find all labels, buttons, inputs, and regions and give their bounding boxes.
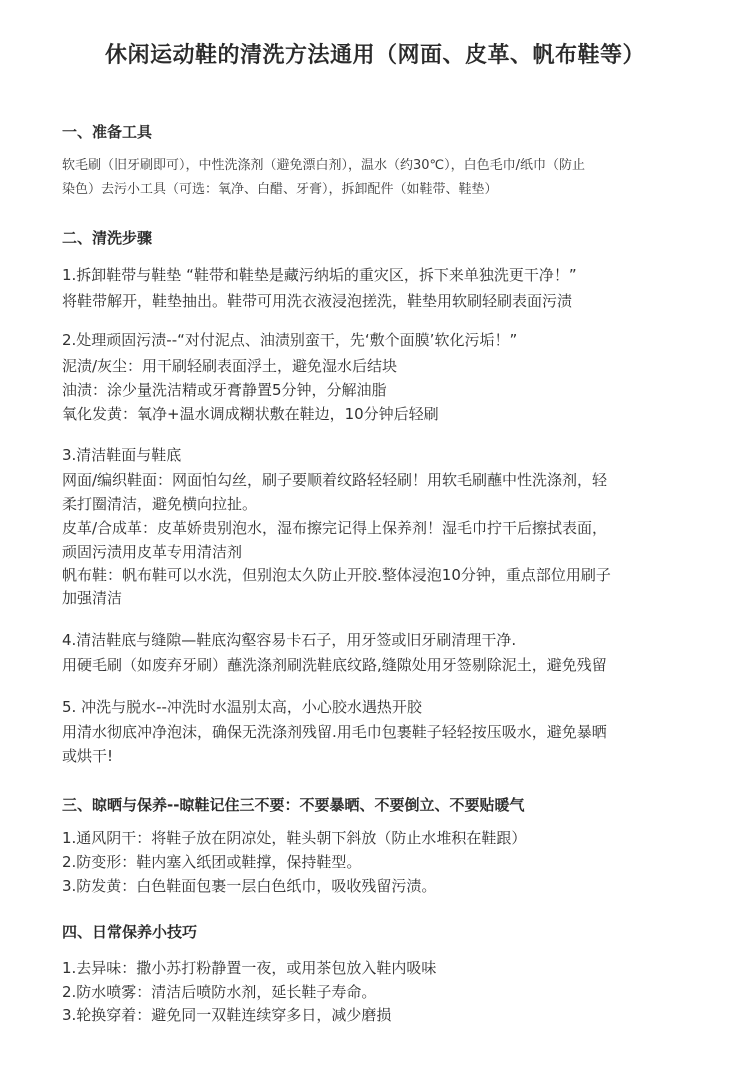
step3-line: 顽固污渍用皮革专用清洁剂 xyxy=(62,543,243,561)
tools-line: 染色）去污小工具（可选：氧净、白醋、牙膏），拆卸配件（如鞋带、鞋垫） xyxy=(62,182,498,197)
section-heading-tips: 四、日常保养小技巧 xyxy=(62,923,198,941)
page-title: 休闲运动鞋的清洗方法通用（网面、皮革、帆布鞋等） xyxy=(104,43,645,68)
step3-line: 皮革/合成革：皮革娇贵别泡水，湿布擦完记得上保养剂！湿毛巾拧干后擦拭表面， xyxy=(62,519,608,537)
step5-line: 用清水彻底冲净泡沫，确保无洗涤剂残留.用毛巾包裹鞋子轻轻按压吸水，避免暴晒 xyxy=(62,723,607,741)
step3-line: 网面/编织鞋面：网面怕勾丝，刷子要顺着纹路轻轻刷！用软毛刷蘸中性洗涤剂，轻 xyxy=(62,471,608,489)
step2-line: 油渍：涂少量洗洁精或牙膏静置5分钟，分解油脂 xyxy=(62,381,387,399)
step2-line: 泥渍/灰尘：用干刷轻刷表面浮土，避免湿水后结块 xyxy=(62,357,398,375)
section-heading-tools: 一、准备工具 xyxy=(62,123,153,141)
tips-line: 2.防水喷雾：清洁后喷防水剂，延长鞋子寿命。 xyxy=(62,983,377,1001)
step4-title: 4.清洁鞋底与缝隙—鞋底沟壑容易卡石子，用牙签或旧牙刷清理干净. xyxy=(62,631,517,649)
drying-line: 2.防变形：鞋内塞入纸团或鞋撑，保持鞋型。 xyxy=(62,853,362,871)
drying-line: 1.通风阴干：将鞋子放在阴凉处，鞋头朝下斜放（防止水堆积在鞋跟） xyxy=(62,829,527,847)
step2-line: 氧化发黄：氧净+温水调成糊状敷在鞋边，10分钟后轻刷 xyxy=(62,405,439,423)
drying-line: 3.防发黄：白色鞋面包裹一层白色纸巾，吸收残留污渍。 xyxy=(62,877,437,895)
step5-title: 5. 冲洗与脱水--冲洗时水温别太高，小心胶水遇热开胶 xyxy=(62,698,422,716)
section-heading-drying: 三、晾晒与保养--晾鞋记住三不要：不要暴晒、不要倒立、不要贴暖气 xyxy=(62,796,525,814)
step4-line: 用硬毛刷（如废弃牙刷）蘸洗涤剂刷洗鞋底纹路,缝隙处用牙签剔除泥土，避免残留 xyxy=(62,656,607,674)
step1-title: 1.拆卸鞋带与鞋垫 “鞋带和鞋垫是藏污纳垢的重灾区，拆下来单独洗更干净！” xyxy=(62,266,577,284)
tools-line: 软毛刷（旧牙刷即可），中性洗涤剂（避免漂白剂），温水（约30℃），白色毛巾/纸巾（防止 xyxy=(62,158,586,173)
section-heading-steps: 二、清洗步骤 xyxy=(62,229,153,247)
step3-line: 加强清洁 xyxy=(62,589,123,607)
step2-title: 2.处理顽固污渍--“对付泥点、油渍别蛮干，先‘敷个面膜’软化污垢！” xyxy=(62,331,518,349)
tips-line: 3.轮换穿着：避免同一双鞋连续穿多日，减少磨损 xyxy=(62,1006,392,1024)
step3-title: 3.清洁鞋面与鞋底 xyxy=(62,446,182,464)
step3-line: 柔打圈清洁，避免横向拉扯。 xyxy=(62,495,258,513)
step5-line: 或烘干! xyxy=(62,747,114,765)
step3-line: 帆布鞋：帆布鞋可以水洗，但别泡太久防止开胶.整体浸泡10分钟，重点部位用刷子 xyxy=(62,566,611,584)
step1-line: 将鞋带解开，鞋垫抽出。鞋带可用洗衣液浸泡搓洗，鞋垫用软刷轻刷表面污渍 xyxy=(62,292,573,310)
tips-line: 1.去异味：撒小苏打粉静置一夜，或用茶包放入鞋内吸味 xyxy=(62,959,437,977)
